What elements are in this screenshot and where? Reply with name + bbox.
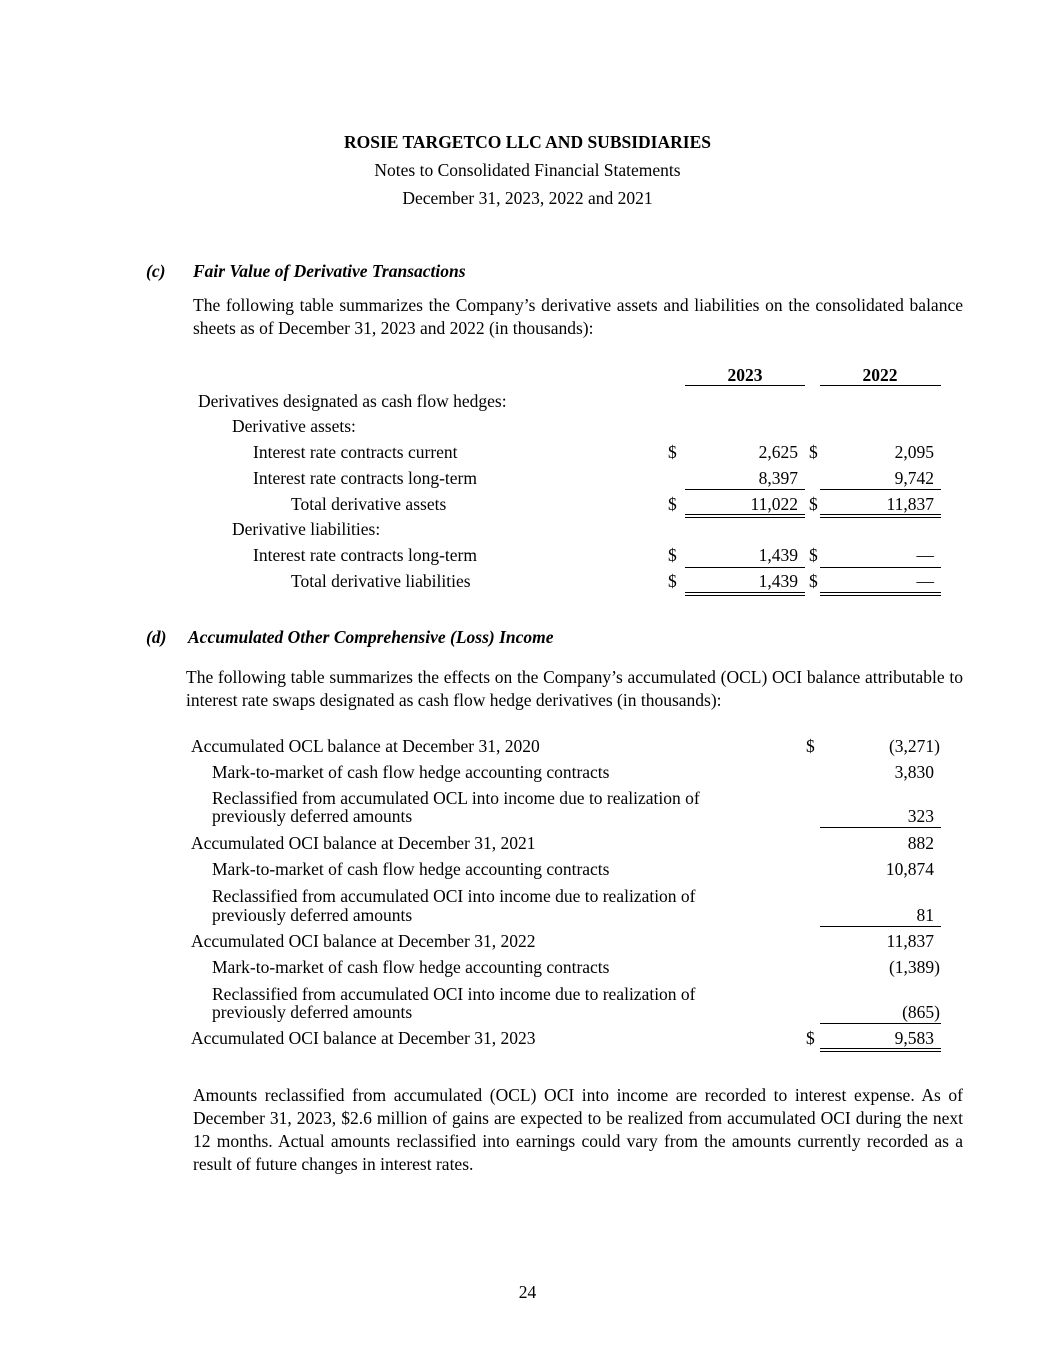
page-number: 24 (518, 1282, 537, 1302)
row-label: Interest rate contracts long-term (253, 545, 477, 565)
document-dates: December 31, 2023, 2022 and 2021 (402, 188, 653, 208)
currency-symbol: $ (668, 442, 677, 462)
row-value: 323 (907, 806, 934, 826)
row-value: 3,830 (894, 762, 934, 782)
section-c-intro: The following table summarizes the Company’s derivative assets and liabilities on the consolidated balance sheets as of December 31, 2023 and 2022 (in thousands): (193, 295, 963, 338)
total-double-line (820, 514, 941, 518)
value-2023: 2,625 (758, 442, 798, 462)
currency-symbol: $ (668, 545, 677, 565)
header-underline-2023 (685, 385, 805, 386)
table-row-label: Derivatives designated as cash flow hedges: (198, 391, 507, 411)
row-label: Accumulated OCI balance at December 31, 2022 (191, 931, 536, 951)
section-c-marker: (c) (146, 261, 166, 281)
value-2023: 1,439 (758, 545, 798, 565)
total-double-line (685, 592, 805, 596)
subtotal-line (820, 1023, 941, 1024)
value-2023: 8,397 (758, 468, 798, 488)
total-double-line (820, 1048, 941, 1052)
currency-symbol: $ (668, 571, 677, 591)
currency-symbol: $ (809, 442, 818, 462)
currency-symbol: $ (809, 571, 818, 591)
column-header-2022: 2022 (862, 365, 898, 385)
subtotal-line (820, 567, 941, 568)
value-2022: 11,837 (886, 494, 934, 514)
row-label: Interest rate contracts long-term (253, 468, 477, 488)
row-value: 81 (916, 905, 934, 925)
row-value: 882 (907, 833, 934, 853)
table-row-label: Derivative assets: (232, 416, 356, 436)
value-2022: — (916, 571, 934, 591)
row-label: Total derivative liabilities (291, 571, 471, 591)
currency-symbol: $ (806, 736, 815, 756)
row-label: Mark-to-market of cash flow hedge accounting contracts (212, 762, 610, 782)
row-label-continued: previously deferred amounts (212, 1002, 413, 1022)
row-label: Interest rate contracts current (253, 442, 458, 462)
row-value: (1,389) (888, 957, 940, 977)
value-2022: — (916, 545, 934, 565)
header-underline-2022 (820, 385, 941, 386)
row-label: Mark-to-market of cash flow hedge accounting contracts (212, 859, 610, 879)
row-label: Accumulated OCI balance at December 31, 2023 (191, 1028, 536, 1048)
row-label: Mark-to-market of cash flow hedge accounting contracts (212, 957, 610, 977)
row-label: Reclassified from accumulated OCI into income due to realization of (212, 886, 696, 906)
value-2023: 1,439 (758, 571, 798, 591)
row-label: Total derivative assets (291, 494, 447, 514)
row-label: Accumulated OCL balance at December 31, 2020 (191, 736, 540, 756)
currency-symbol: $ (668, 494, 677, 514)
section-c-title: Fair Value of Derivative Transactions (193, 261, 466, 281)
section-d-title: Accumulated Other Comprehensive (Loss) Income (188, 627, 554, 647)
row-label: Reclassified from accumulated OCL into income due to realization of (212, 788, 700, 808)
section-d-marker: (d) (146, 627, 167, 647)
subtotal-line (820, 827, 941, 828)
row-value: 9,583 (894, 1028, 934, 1048)
subtotal-line (820, 926, 941, 927)
total-double-line (820, 592, 941, 596)
closing-paragraph: Amounts reclassified from accumulated (OCL) OCI into income are recorded to interest expense. As of December 31, 2023, $2.6 million of gains are expected to be realized from accumulated OCI during the next 12 months. Actual amounts reclassified into earnings could vary from the amounts currently recorded as a result of future changes in interest rates. (193, 1085, 963, 1174)
row-value: (865) (902, 1002, 940, 1022)
row-value: 11,837 (886, 931, 934, 951)
value-2023: 11,022 (750, 494, 798, 514)
subtotal-line (685, 567, 805, 568)
currency-symbol: $ (809, 545, 818, 565)
company-name: ROSIE TARGETCO LLC AND SUBSIDIARIES (344, 132, 711, 152)
value-2022: 9,742 (894, 468, 934, 488)
value-2022: 2,095 (894, 442, 934, 462)
row-label-continued: previously deferred amounts (212, 905, 413, 925)
subtotal-line (685, 489, 805, 490)
row-label: Reclassified from accumulated OCI into income due to realization of (212, 984, 696, 1004)
column-header-2023: 2023 (727, 365, 763, 385)
currency-symbol: $ (809, 494, 818, 514)
subtotal-line (820, 489, 941, 490)
row-value: (3,271) (888, 736, 940, 756)
row-value: 10,874 (885, 859, 934, 879)
table-row-label: Derivative liabilities: (232, 519, 381, 539)
currency-symbol: $ (806, 1028, 815, 1048)
row-label: Accumulated OCI balance at December 31, 2021 (191, 833, 536, 853)
section-d-intro: The following table summarizes the effects on the Company’s accumulated (OCL) OCI balance attributable to interest rate swaps designated as cash flow hedge derivatives (in thousands): (186, 667, 963, 710)
row-label-continued: previously deferred amounts (212, 806, 413, 826)
document-subtitle: Notes to Consolidated Financial Statements (374, 160, 681, 180)
total-double-line (685, 514, 805, 518)
